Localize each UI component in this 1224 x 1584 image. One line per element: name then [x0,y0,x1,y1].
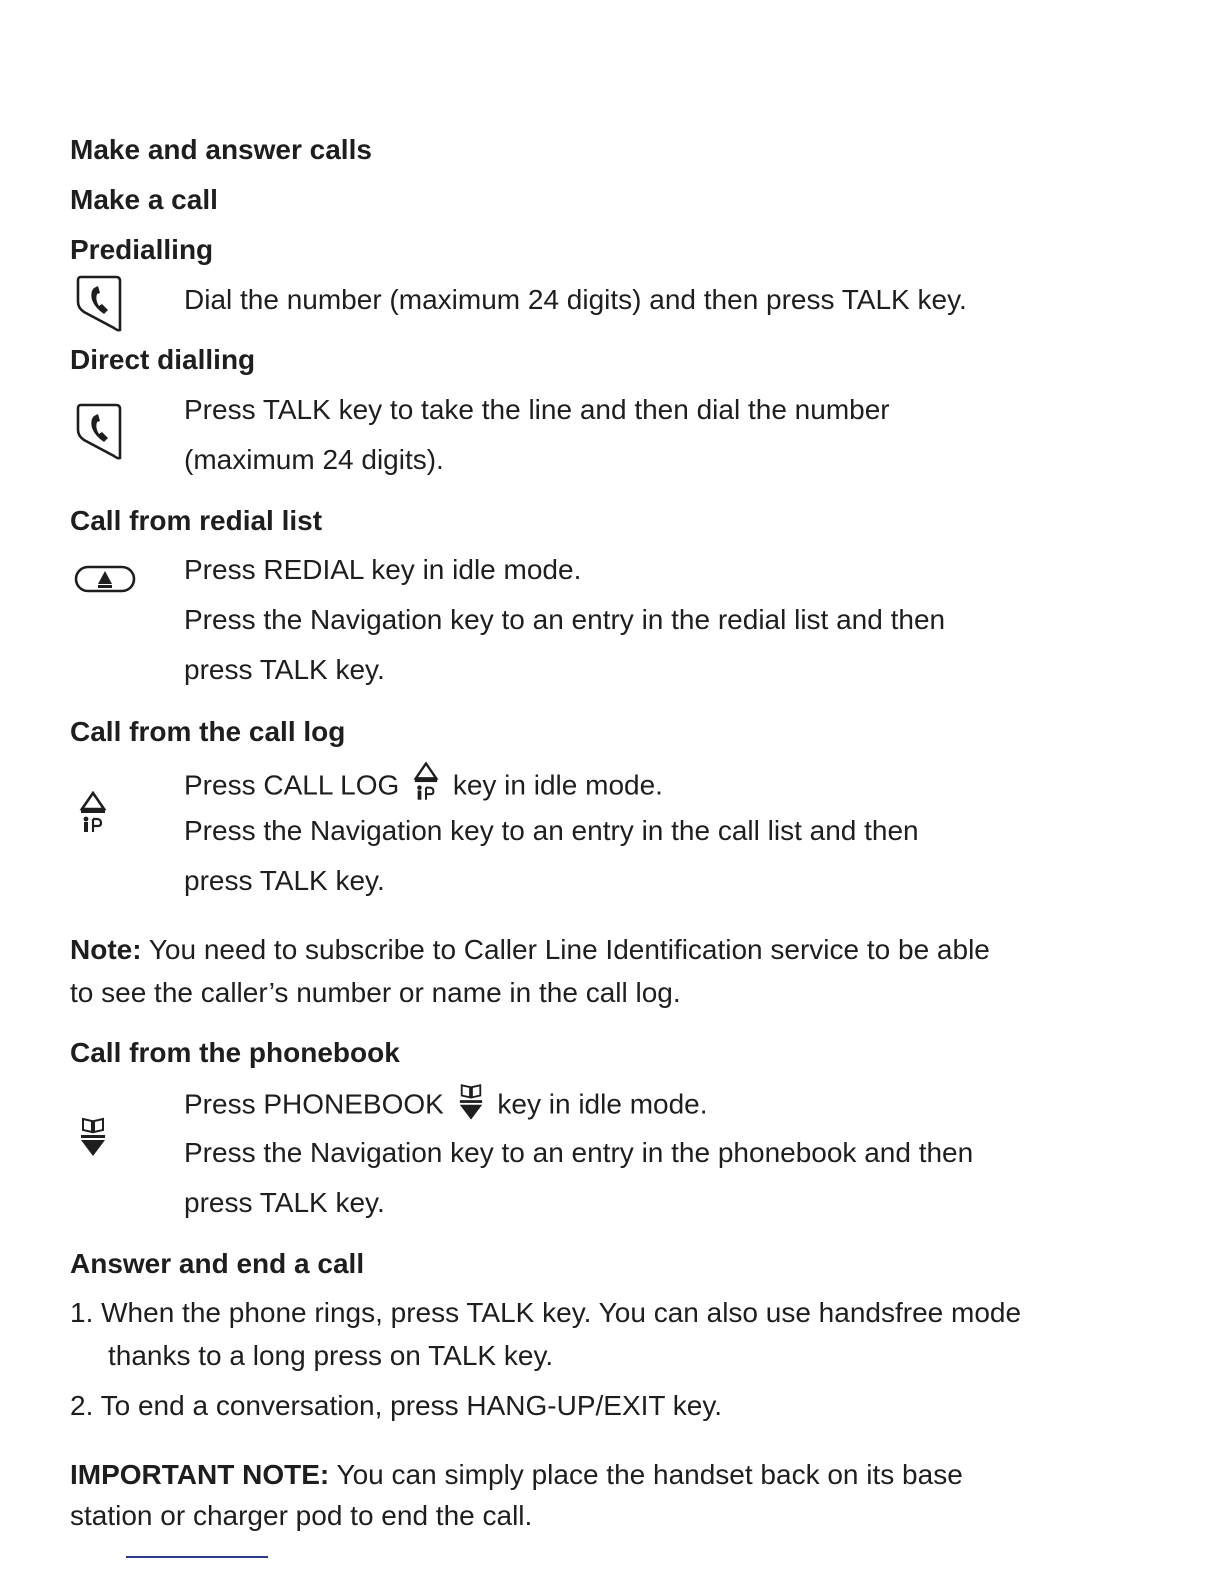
note-label: Note: [70,934,142,965]
phonebook-line2: Press the Navigation key to an entry in the phonebook and then [184,1137,974,1168]
call-log-inline-icon [413,761,439,805]
answer-step1-line1: 1. When the phone rings, press TALK key. You can also use handsfree mode [70,1297,1022,1328]
make-call-heading: Make a call [70,184,218,215]
answer-step1-line2: thanks to a long press on TALK key. [108,1340,554,1371]
page-title: Make and answer calls [70,134,372,165]
phonebook-line1 [184,1086,708,1126]
phonebook-inline-icon [458,1082,484,1122]
call-log-heading: Call from the call log [70,716,346,747]
important-note-label: IMPORTANT NOTE: [70,1459,330,1490]
call-log-line3: press TALK key. [184,865,385,896]
talk-key-icon [74,274,124,334]
direct-dialling-heading: Direct dialling [70,344,256,375]
call-log-key-icon [79,791,107,837]
important-note-line1 [70,1458,963,1492]
predialling-text: Dial the number (maximum 24 digits) and then press TALK key. [184,284,967,315]
redial-line1: Press REDIAL key in idle mode. [184,554,582,585]
phonebook-line1-start: Press PHONEBOOK [184,1088,444,1120]
redial-heading: Call from redial list [70,505,323,536]
call-log-line1-end: key in idle mode. [452,769,663,801]
talk-key-icon [74,402,124,462]
important-note-line2: station or charger pod to end the call. [70,1500,533,1531]
call-log-line2: Press the Navigation key to an entry in the call list and then [184,815,919,846]
redial-line3: press TALK key. [184,654,385,685]
phonebook-heading: Call from the phonebook [70,1037,400,1068]
direct-dialling-line1: Press TALK key to take the line and then dial the number [184,394,890,425]
redial-line2: Press the Navigation key to an entry in the redial list and then [184,604,946,635]
phonebook-line3: press TALK key. [184,1187,385,1218]
call-log-line1-start: Press CALL LOG [184,769,400,801]
answer-step2: 2. To end a conversation, press HANG-UP/EXIT key. [70,1390,723,1421]
note-line1 [70,933,990,967]
note-line2: to see the caller’s number or name in the call log. [70,977,681,1008]
call-log-line1 [184,765,663,809]
phonebook-key-icon [79,1116,107,1158]
note-text: You need to subscribe to Caller Line Identification service to be able [141,934,990,965]
important-note-text: You can simply place the handset back on its base [329,1459,963,1490]
footer-rule [126,1556,268,1558]
direct-dialling-line2: (maximum 24 digits). [184,444,444,475]
redial-key-icon [74,564,136,594]
phonebook-line1-end: key in idle mode. [497,1088,708,1120]
predialling-heading: Predialling [70,234,214,265]
answer-end-heading: Answer and end a call [70,1248,365,1279]
